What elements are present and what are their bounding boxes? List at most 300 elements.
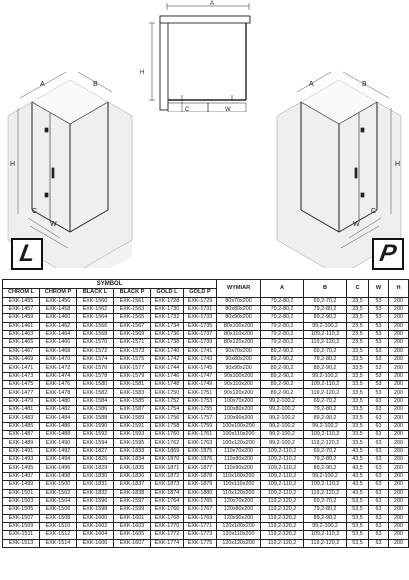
table-row	[3, 372, 409, 380]
cell-gold-p: EXK-1771	[184, 522, 217, 530]
cell-chrom-p: EXK-1492	[40, 447, 77, 455]
cell-a: 109,2-110,2	[261, 472, 304, 480]
table-row	[3, 297, 409, 305]
table-row	[3, 364, 409, 372]
cell-black-p: EXK-1567	[114, 322, 151, 330]
cell-c: 53,5	[347, 506, 369, 514]
cell-black-p: EXK-1603	[114, 522, 151, 530]
cell-black-l: EXK-1570	[77, 339, 114, 347]
cell-black-l: EXK-1578	[77, 372, 114, 380]
cell-h: 200	[389, 514, 409, 522]
cell-gold-l: EXK-1770	[151, 522, 184, 530]
cell-b: 99,2-100,2	[304, 372, 347, 380]
cell-black-l: EXK-1588	[77, 414, 114, 422]
cell-wymiar: 80x90x200	[217, 314, 261, 322]
cell-a: 79,2-80,2	[261, 322, 304, 330]
cell-black-p: EXK-1587	[114, 406, 151, 414]
cell-black-l: EXK-1606	[77, 539, 114, 547]
cell-c: 23,5	[347, 314, 369, 322]
cell-a: 119,2-120,2	[261, 522, 304, 530]
cell-c: 33,5	[347, 389, 369, 397]
cell-black-l: EXK-1832	[77, 489, 114, 497]
cell-chrom-l: EXK-1481	[3, 406, 40, 414]
cell-h: 200	[389, 489, 409, 497]
cell-wymiar: 110x80x200	[217, 456, 261, 464]
cell-gold-p: EXK-1741	[184, 347, 217, 355]
cell-black-p: EXK-1565	[114, 314, 151, 322]
cell-chrom-l: EXK-1491	[3, 447, 40, 455]
cell-wymiar: 120x110x200	[217, 531, 261, 539]
cell-gold-p: EXK-1773	[184, 531, 217, 539]
cell-c: 43,5	[347, 464, 369, 472]
cell-a: 79,2-80,2	[261, 339, 304, 347]
cell-black-l: EXK-1586	[77, 406, 114, 414]
cell-b: 109,2-110,2	[304, 531, 347, 539]
cell-gold-l: EXK-1762	[151, 439, 184, 447]
cell-wymiar: 110x100x200	[217, 472, 261, 480]
table-row	[3, 531, 409, 539]
plan-label-a: A	[210, 1, 215, 7]
cell-w: 53	[369, 381, 389, 389]
cell-a: 79,2-80,2	[261, 314, 304, 322]
cell-chrom-p: EXK-1478	[40, 389, 77, 397]
cell-chrom-p: EXK-1514	[40, 539, 77, 547]
cell-h: 200	[389, 347, 409, 355]
plan-label-h: H	[140, 70, 145, 76]
cell-gold-l: EXK-1730	[151, 305, 184, 313]
cell-chrom-l: EXK-1463	[3, 330, 40, 338]
cell-chrom-p: EXK-1470	[40, 356, 77, 364]
cell-w: 53	[369, 339, 389, 347]
cell-chrom-p: EXK-1466	[40, 339, 77, 347]
cell-a: 89,2-90,2	[261, 381, 304, 389]
cell-black-p: EXK-1569	[114, 330, 151, 338]
cell-chrom-p: EXK-1482	[40, 406, 77, 414]
cell-h: 200	[389, 364, 409, 372]
cell-gold-p: EXK-1767	[184, 506, 217, 514]
cell-a: 99,2-100,2	[261, 406, 304, 414]
cell-b: 79,2-80,2	[304, 356, 347, 364]
cell-a: 79,2-80,2	[261, 305, 304, 313]
cell-h: 200	[389, 389, 409, 397]
cell-chrom-p: EXK-1510	[40, 522, 77, 530]
cell-chrom-l: EXK-1467	[3, 347, 40, 355]
cell-black-p: EXK-1595	[114, 439, 151, 447]
cell-black-p: EXK-1575	[114, 356, 151, 364]
cell-c: 33,5	[347, 422, 369, 430]
cell-wymiar: 90x80x200	[217, 356, 261, 364]
cell-c: 43,5	[347, 489, 369, 497]
cell-wymiar: 100x100x200	[217, 422, 261, 430]
cell-gold-p: EXK-1737	[184, 330, 217, 338]
cell-chrom-p: EXK-1504	[40, 497, 77, 505]
cell-c: 33,5	[347, 414, 369, 422]
cell-black-l: EXK-1830	[77, 472, 114, 480]
table-row	[3, 314, 409, 322]
cell-black-p: EXK-1589	[114, 414, 151, 422]
cell-black-p: EXK-1577	[114, 364, 151, 372]
cell-gold-p: EXK-1875	[184, 447, 217, 455]
cell-gold-l: EXK-1774	[151, 539, 184, 547]
cell-gold-l: EXK-1760	[151, 431, 184, 439]
cell-chrom-p: EXK-1508	[40, 514, 77, 522]
cell-chrom-p: EXK-1502	[40, 489, 77, 497]
cell-gold-p: EXK-1747	[184, 372, 217, 380]
cell-gold-p: EXK-1775	[184, 539, 217, 547]
cell-w: 53	[369, 297, 389, 305]
cell-wymiar: 110x90x200	[217, 464, 261, 472]
cell-black-l: EXK-1829	[77, 464, 114, 472]
cell-chrom-p: EXK-1462	[40, 322, 77, 330]
cell-chrom-p: EXK-1480	[40, 397, 77, 405]
cell-wymiar: 120x120x200	[217, 539, 261, 547]
cell-black-l: EXK-1564	[77, 314, 114, 322]
cell-chrom-l: EXK-1459	[3, 314, 40, 322]
col-header-black-p: BLACK P	[114, 289, 151, 298]
cell-chrom-p: EXK-1456	[40, 297, 77, 305]
cell-chrom-p: EXK-1486	[40, 422, 77, 430]
cell-b: 89,2-90,2	[304, 414, 347, 422]
cell-c: 43,5	[347, 472, 369, 480]
cell-c: 33,5	[347, 372, 369, 380]
cell-w: 63	[369, 472, 389, 480]
cell-w: 63	[369, 531, 389, 539]
cell-gold-l: EXK-1732	[151, 314, 184, 322]
cell-gold-p: EXK-1729	[184, 297, 217, 305]
cell-gold-p: EXK-1745	[184, 364, 217, 372]
cell-wymiar: 120x80x200	[217, 506, 261, 514]
col-header-chrom-l: CHROM L	[3, 289, 40, 298]
cell-b: 89,2-90,2	[304, 464, 347, 472]
cell-chrom-p: EXK-1474	[40, 372, 77, 380]
cell-wymiar: 90x100x200	[217, 372, 261, 380]
cell-black-p: EXK-1834	[114, 456, 151, 464]
cell-w: 63	[369, 414, 389, 422]
cell-black-l: EXK-1826	[77, 456, 114, 464]
cell-b: 119,2-120,2	[304, 389, 347, 397]
cell-a: 109,2-110,2	[261, 447, 304, 455]
cell-w: 53	[369, 364, 389, 372]
cell-h: 200	[389, 431, 409, 439]
cell-a: 119,2-120,2	[261, 497, 304, 505]
cell-a: 109,2-110,2	[261, 481, 304, 489]
col-header-gold-l: GOLD L	[151, 289, 184, 298]
cell-h: 200	[389, 481, 409, 489]
cell-b: 69,2-70,2	[304, 297, 347, 305]
cell-w: 53	[369, 372, 389, 380]
cell-h: 200	[389, 297, 409, 305]
cell-gold-l: EXK-1869	[151, 447, 184, 455]
cell-wymiar: 80x110x200	[217, 330, 261, 338]
cell-b: 89,2-90,2	[304, 514, 347, 522]
cell-chrom-l: EXK-1457	[3, 305, 40, 313]
cell-gold-p: EXK-1763	[184, 439, 217, 447]
cell-chrom-p: EXK-1500	[40, 481, 77, 489]
cell-b: 79,2-80,2	[304, 506, 347, 514]
cell-chrom-l: EXK-1511	[3, 531, 40, 539]
right-label-w: W	[353, 221, 360, 228]
plan-label-c: C	[185, 107, 190, 112]
cell-wymiar: 100x70x200	[217, 397, 261, 405]
col-header-c: C	[347, 280, 369, 298]
cell-chrom-l: EXK-1475	[3, 381, 40, 389]
cell-a: 109,2-110,2	[261, 456, 304, 464]
cell-black-p: EXK-1561	[114, 297, 151, 305]
cell-gold-l: EXK-1871	[151, 464, 184, 472]
cell-b: 79,2-80,2	[304, 305, 347, 313]
cell-black-p: EXK-1583	[114, 389, 151, 397]
cell-black-p: EXK-1601	[114, 514, 151, 522]
cell-h: 200	[389, 531, 409, 539]
cell-black-p: EXK-1591	[114, 422, 151, 430]
variant-p-letter: P	[377, 240, 399, 267]
table-row	[3, 347, 409, 355]
cell-black-l: EXK-1584	[77, 397, 114, 405]
cell-b: 119,2-120,2	[304, 339, 347, 347]
cell-black-p: EXK-1836	[114, 472, 151, 480]
cell-black-p: EXK-1833	[114, 447, 151, 455]
cell-b: 99,2-100,2	[304, 522, 347, 530]
cell-chrom-p: EXK-1494	[40, 456, 77, 464]
cell-w: 63	[369, 522, 389, 530]
cell-a: 99,2-100,2	[261, 431, 304, 439]
cell-chrom-l: EXK-1477	[3, 389, 40, 397]
cell-gold-l: EXK-1738	[151, 339, 184, 347]
cell-a: 99,2-100,2	[261, 414, 304, 422]
cell-chrom-p: EXK-1460	[40, 314, 77, 322]
table-row	[3, 431, 409, 439]
cell-black-l: EXK-1596	[77, 497, 114, 505]
cell-a: 89,2-90,2	[261, 356, 304, 364]
cell-a: 119,2-120,2	[261, 531, 304, 539]
left-label-c: C	[32, 208, 38, 215]
cell-h: 200	[389, 397, 409, 405]
cell-gold-p: EXK-1769	[184, 514, 217, 522]
cell-c: 43,5	[347, 456, 369, 464]
cell-black-p: EXK-1837	[114, 481, 151, 489]
cell-h: 200	[389, 464, 409, 472]
cell-gold-p: EXK-1878	[184, 472, 217, 480]
cell-c: 43,5	[347, 481, 369, 489]
cell-wymiar: 90x120x200	[217, 389, 261, 397]
cell-chrom-p: EXK-1490	[40, 439, 77, 447]
cell-gold-p: EXK-1735	[184, 322, 217, 330]
cell-a: 99,2-100,2	[261, 422, 304, 430]
cell-gold-l: EXK-1752	[151, 397, 184, 405]
cell-c: 53,5	[347, 514, 369, 522]
cell-gold-p: EXK-1879	[184, 481, 217, 489]
cell-chrom-p: EXK-1484	[40, 414, 77, 422]
cell-chrom-l: EXK-1497	[3, 472, 40, 480]
symbol-header: SYMBOL	[3, 280, 217, 289]
cell-black-l: EXK-1598	[77, 506, 114, 514]
table-row	[3, 506, 409, 514]
cell-black-l: EXK-1592	[77, 431, 114, 439]
table-row	[3, 481, 409, 489]
cell-wymiar: 100x80x200	[217, 406, 261, 414]
left-label-b: B	[93, 81, 98, 88]
table-row	[3, 381, 409, 389]
cell-b: 69,2-70,2	[304, 347, 347, 355]
cell-c: 43,5	[347, 447, 369, 455]
left-label-w: W	[50, 221, 57, 228]
cell-gold-p: EXK-1877	[184, 464, 217, 472]
cell-chrom-l: EXK-1465	[3, 339, 40, 347]
cell-gold-l: EXK-1736	[151, 330, 184, 338]
table-row	[3, 422, 409, 430]
cell-b: 79,2-80,2	[304, 406, 347, 414]
cell-b: 109,2-110,2	[304, 330, 347, 338]
cell-c: 53,5	[347, 539, 369, 547]
cell-c: 23,5	[347, 297, 369, 305]
col-header-h: H	[389, 280, 409, 298]
cell-a: 89,2-90,2	[261, 364, 304, 372]
cell-wymiar: 100x120x200	[217, 439, 261, 447]
cell-w: 63	[369, 464, 389, 472]
table-row	[3, 339, 409, 347]
cell-gold-l: EXK-1748	[151, 381, 184, 389]
cell-wymiar: 80x70x200	[217, 297, 261, 305]
cell-black-p: EXK-1838	[114, 489, 151, 497]
cell-black-l: EXK-1831	[77, 481, 114, 489]
cell-c: 23,5	[347, 322, 369, 330]
col-header-black-l: BLACK L	[77, 289, 114, 298]
cell-gold-p: EXK-1761	[184, 431, 217, 439]
cell-b: 99,2-100,2	[304, 422, 347, 430]
cell-w: 63	[369, 497, 389, 505]
cell-chrom-l: EXK-1483	[3, 414, 40, 422]
cell-w: 63	[369, 431, 389, 439]
cell-black-p: EXK-1599	[114, 506, 151, 514]
cell-c: 53,5	[347, 522, 369, 530]
cell-chrom-p: EXK-1472	[40, 364, 77, 372]
cell-b: 119,2-120,2	[304, 439, 347, 447]
table-row	[3, 439, 409, 447]
cell-gold-p: EXK-1765	[184, 497, 217, 505]
right-label-h: H	[395, 161, 401, 168]
table-row	[3, 464, 409, 472]
cell-gold-p: EXK-1755	[184, 406, 217, 414]
cell-w: 63	[369, 481, 389, 489]
right-label-a: A	[309, 81, 314, 88]
cell-b: 99,2-100,2	[304, 322, 347, 330]
cell-a: 99,2-100,2	[261, 397, 304, 405]
table-row	[3, 330, 409, 338]
cell-b: 109,2-110,2	[304, 381, 347, 389]
cell-gold-l: EXK-1728	[151, 297, 184, 305]
cell-black-l: EXK-1566	[77, 322, 114, 330]
cell-h: 200	[389, 447, 409, 455]
cell-chrom-l: EXK-1493	[3, 456, 40, 464]
cell-a: 119,2-120,2	[261, 506, 304, 514]
cell-w: 63	[369, 439, 389, 447]
cell-b: 99,2-100,2	[304, 472, 347, 480]
cell-c: 33,5	[347, 356, 369, 364]
cell-w: 63	[369, 406, 389, 414]
table-row	[3, 322, 409, 330]
cell-h: 200	[389, 381, 409, 389]
cell-wymiar: 120x70x200	[217, 497, 261, 505]
cell-w: 53	[369, 330, 389, 338]
cell-black-p: EXK-1579	[114, 372, 151, 380]
cell-c: 23,5	[347, 305, 369, 313]
cell-black-l: EXK-1576	[77, 364, 114, 372]
cell-chrom-l: EXK-1461	[3, 322, 40, 330]
cell-w: 53	[369, 389, 389, 397]
col-header-a: A	[261, 280, 304, 298]
spec-table-body	[3, 297, 409, 547]
cell-gold-p: EXK-1749	[184, 381, 217, 389]
cell-gold-l: EXK-1742	[151, 356, 184, 364]
cell-black-l: EXK-1582	[77, 389, 114, 397]
cell-c: 33,5	[347, 406, 369, 414]
table-row	[3, 406, 409, 414]
cell-gold-l: EXK-1772	[151, 531, 184, 539]
cell-chrom-l: EXK-1495	[3, 464, 40, 472]
cell-gold-l: EXK-1754	[151, 406, 184, 414]
cell-gold-l: EXK-1740	[151, 347, 184, 355]
cell-gold-p: EXK-1753	[184, 397, 217, 405]
cell-chrom-l: EXK-1485	[3, 422, 40, 430]
cell-w: 53	[369, 356, 389, 364]
cell-h: 200	[389, 439, 409, 447]
cell-h: 200	[389, 356, 409, 364]
cell-gold-l: EXK-1746	[151, 372, 184, 380]
cell-chrom-l: EXK-1479	[3, 397, 40, 405]
cell-black-p: EXK-1581	[114, 381, 151, 389]
cell-gold-l: EXK-1734	[151, 322, 184, 330]
variant-l-mark	[11, 238, 43, 270]
cell-h: 200	[389, 339, 409, 347]
table-row	[3, 514, 409, 522]
cell-black-l: EXK-1560	[77, 297, 114, 305]
cell-h: 200	[389, 497, 409, 505]
cell-chrom-l: EXK-1513	[3, 539, 40, 547]
cell-chrom-l: EXK-1469	[3, 356, 40, 364]
cell-b: 119,2-120,2	[304, 489, 347, 497]
cell-chrom-l: EXK-1503	[3, 497, 40, 505]
cell-a: 109,2-110,2	[261, 464, 304, 472]
cell-w: 53	[369, 305, 389, 313]
cell-h: 200	[389, 522, 409, 530]
cell-b: 89,2-90,2	[304, 364, 347, 372]
cell-w: 63	[369, 539, 389, 547]
cell-gold-l: EXK-1756	[151, 414, 184, 422]
cell-chrom-l: EXK-1499	[3, 481, 40, 489]
cell-gold-l: EXK-1872	[151, 472, 184, 480]
cell-gold-l: EXK-1874	[151, 489, 184, 497]
cell-chrom-p: EXK-1476	[40, 381, 77, 389]
cell-chrom-p: EXK-1488	[40, 431, 77, 439]
cell-wymiar: 120x90x200	[217, 514, 261, 522]
cell-chrom-l: EXK-1507	[3, 514, 40, 522]
cell-w: 63	[369, 397, 389, 405]
cell-black-l: EXK-1604	[77, 531, 114, 539]
cell-b: 89,2-90,2	[304, 314, 347, 322]
cell-a: 119,2-120,2	[261, 539, 304, 547]
cell-c: 33,5	[347, 431, 369, 439]
cell-black-l: EXK-1568	[77, 330, 114, 338]
cell-h: 200	[389, 372, 409, 380]
cell-chrom-l: EXK-1509	[3, 522, 40, 530]
cell-wymiar: 120x100x200	[217, 522, 261, 530]
variant-l-letter: L	[17, 240, 37, 267]
cell-gold-l: EXK-1744	[151, 364, 184, 372]
cell-h: 200	[389, 422, 409, 430]
cell-black-p: EXK-1605	[114, 531, 151, 539]
cell-wymiar: 110x110x200	[217, 481, 261, 489]
cell-h: 200	[389, 539, 409, 547]
